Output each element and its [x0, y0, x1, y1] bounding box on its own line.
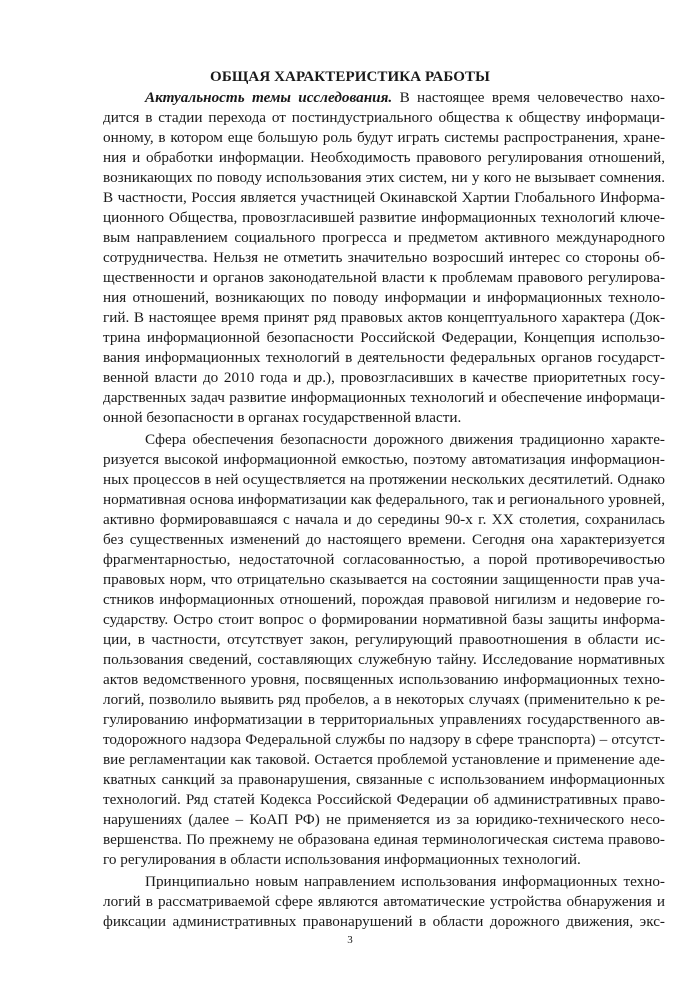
- text-line: [145, 88, 665, 108]
- text-line: нарушениях (далее – КоАП РФ) не применяется из за юридико-технического несо-: [103, 811, 665, 828]
- document-title: ОБЩАЯ ХАРАКТЕРИСТИКА РАБОТЫ: [210, 69, 490, 85]
- text-line: вершенства. По прежнему не образована единая терминологическая система правово-: [103, 831, 665, 848]
- text-line: дарственных задач развитие информационных технологий и обеспечение информаци-: [103, 389, 665, 406]
- text-line: ции, в частности, отсутствует закон, регулирующий правоотношения в области ис-: [103, 631, 665, 648]
- text-line: фрагментарностью, недостаточной согласованностью, а порой противоречивостью: [103, 551, 665, 568]
- text-line: стников информационных отношений, порождая правовой нигилизм и недоверие го-: [103, 591, 665, 608]
- text-line: щественности и органов законодательной власти к проблемам правового регулирова-: [103, 269, 665, 286]
- text-line: гулированию информатизации в территориальных управлениях государственного ав-: [103, 711, 665, 728]
- text-line: сударству. Остро стоит вопрос о формировании нормативной базы защиты информа-: [103, 611, 665, 628]
- text-line: Сфера обеспечения безопасности дорожного движения традиционно характе-: [145, 431, 665, 448]
- text-line: сотрудничества. Нельзя не отметить значительно возросший интерес со стороны об-: [103, 249, 665, 266]
- text-line: ных процессов в ней осуществляется на протяжении нескольких десятилетий. Однако: [103, 471, 665, 488]
- text-line: нормативная основа информатизации как федерального, так и регионального уровней,: [103, 491, 665, 508]
- text-line: трина информационной безопасности Российской Федерации, Концепция использо-: [103, 329, 665, 346]
- text-line: логий в рассматриваемой сфере являются автоматические устройства обнаружения и: [103, 893, 665, 910]
- text-line: В частности, Россия является участницей Окинавской Хартии Глобального Информа-: [103, 189, 665, 206]
- text-line: фиксации административных правонарушений в области дорожного движения, экс-: [103, 913, 665, 930]
- text-line: вания информационных технологий в деятельности федеральных органов государст-: [103, 349, 665, 366]
- text-line: без существенных изменений до настоящего времени. Сегодня она характеризуется: [103, 531, 665, 548]
- page-number: 3: [347, 934, 353, 946]
- text-line: дится в стадии перехода от постиндустриального общества к обществу информаци-: [103, 109, 665, 126]
- text-line: пользования сведений, составляющих служебную тайну. Исследование нормативных: [103, 651, 665, 668]
- text-line: ционного Общества, провозгласившей развитие информационных технологий ключе-: [103, 209, 665, 226]
- text-line: возникающих по поводу использования этих систем, ни у кого не вызывает сомнения.: [103, 169, 665, 186]
- text-line: венной власти до 2010 года и др.), провозгласивших в качестве приоритетных госу-: [103, 369, 665, 386]
- text-line: ризуется высокой информационной емкостью, поэтому автоматизация информацион-: [103, 451, 665, 468]
- text-line: онному, в котором еще большую роль будут играть системы распространения, хране-: [103, 129, 665, 146]
- text-line: активно формировавшаяся с начала и до середины 90-х г. XX столетия, сохранилась: [103, 511, 665, 528]
- text-line: тодорожного надзора Федеральной службы по надзору в сфере транспорта) – отсутст-: [103, 731, 665, 748]
- text-line: ния отношений, возникающих по поводу информации и информационных техноло-: [103, 289, 665, 306]
- text-line: технологий. Ряд статей Кодекса Российской Федерации об административных право-: [103, 791, 665, 808]
- text-line: правовых норм, что отрицательно сказывается на состоянии защищенности прав уча-: [103, 571, 665, 588]
- text-line: кватных санкций за правонарушения, связанные с использованием информационных: [103, 771, 665, 788]
- text-line: логий, позволило выявить ряд пробелов, а в некоторых случаях (применительно к ре-: [103, 691, 665, 708]
- text-line: Принципиально новым направлением использования информационных техно-: [145, 873, 665, 890]
- text-span: В настоящее время человечество нахо-: [392, 89, 665, 106]
- text-line: вым направлением социального прогресса и предметом активного международного: [103, 229, 665, 246]
- text-line: онной безопасности в органах государственной власти.: [103, 409, 462, 426]
- section-lead: Актуальность темы исследования.: [145, 89, 393, 106]
- text-line: го регулирования в области использования информационных технологий.: [103, 851, 581, 868]
- text-line: ния и обработки информации. Необходимость правового регулирования отношений,: [103, 149, 665, 166]
- text-line: вие регламентации как таковой. Остается проблемой установление и применение аде-: [103, 751, 665, 768]
- text-line: актов ведомственного уровня, посвященных использованию информационных техно-: [103, 671, 665, 688]
- text-line: гий. В настоящее время принят ряд правовых актов концептуального характера (Док-: [103, 309, 665, 326]
